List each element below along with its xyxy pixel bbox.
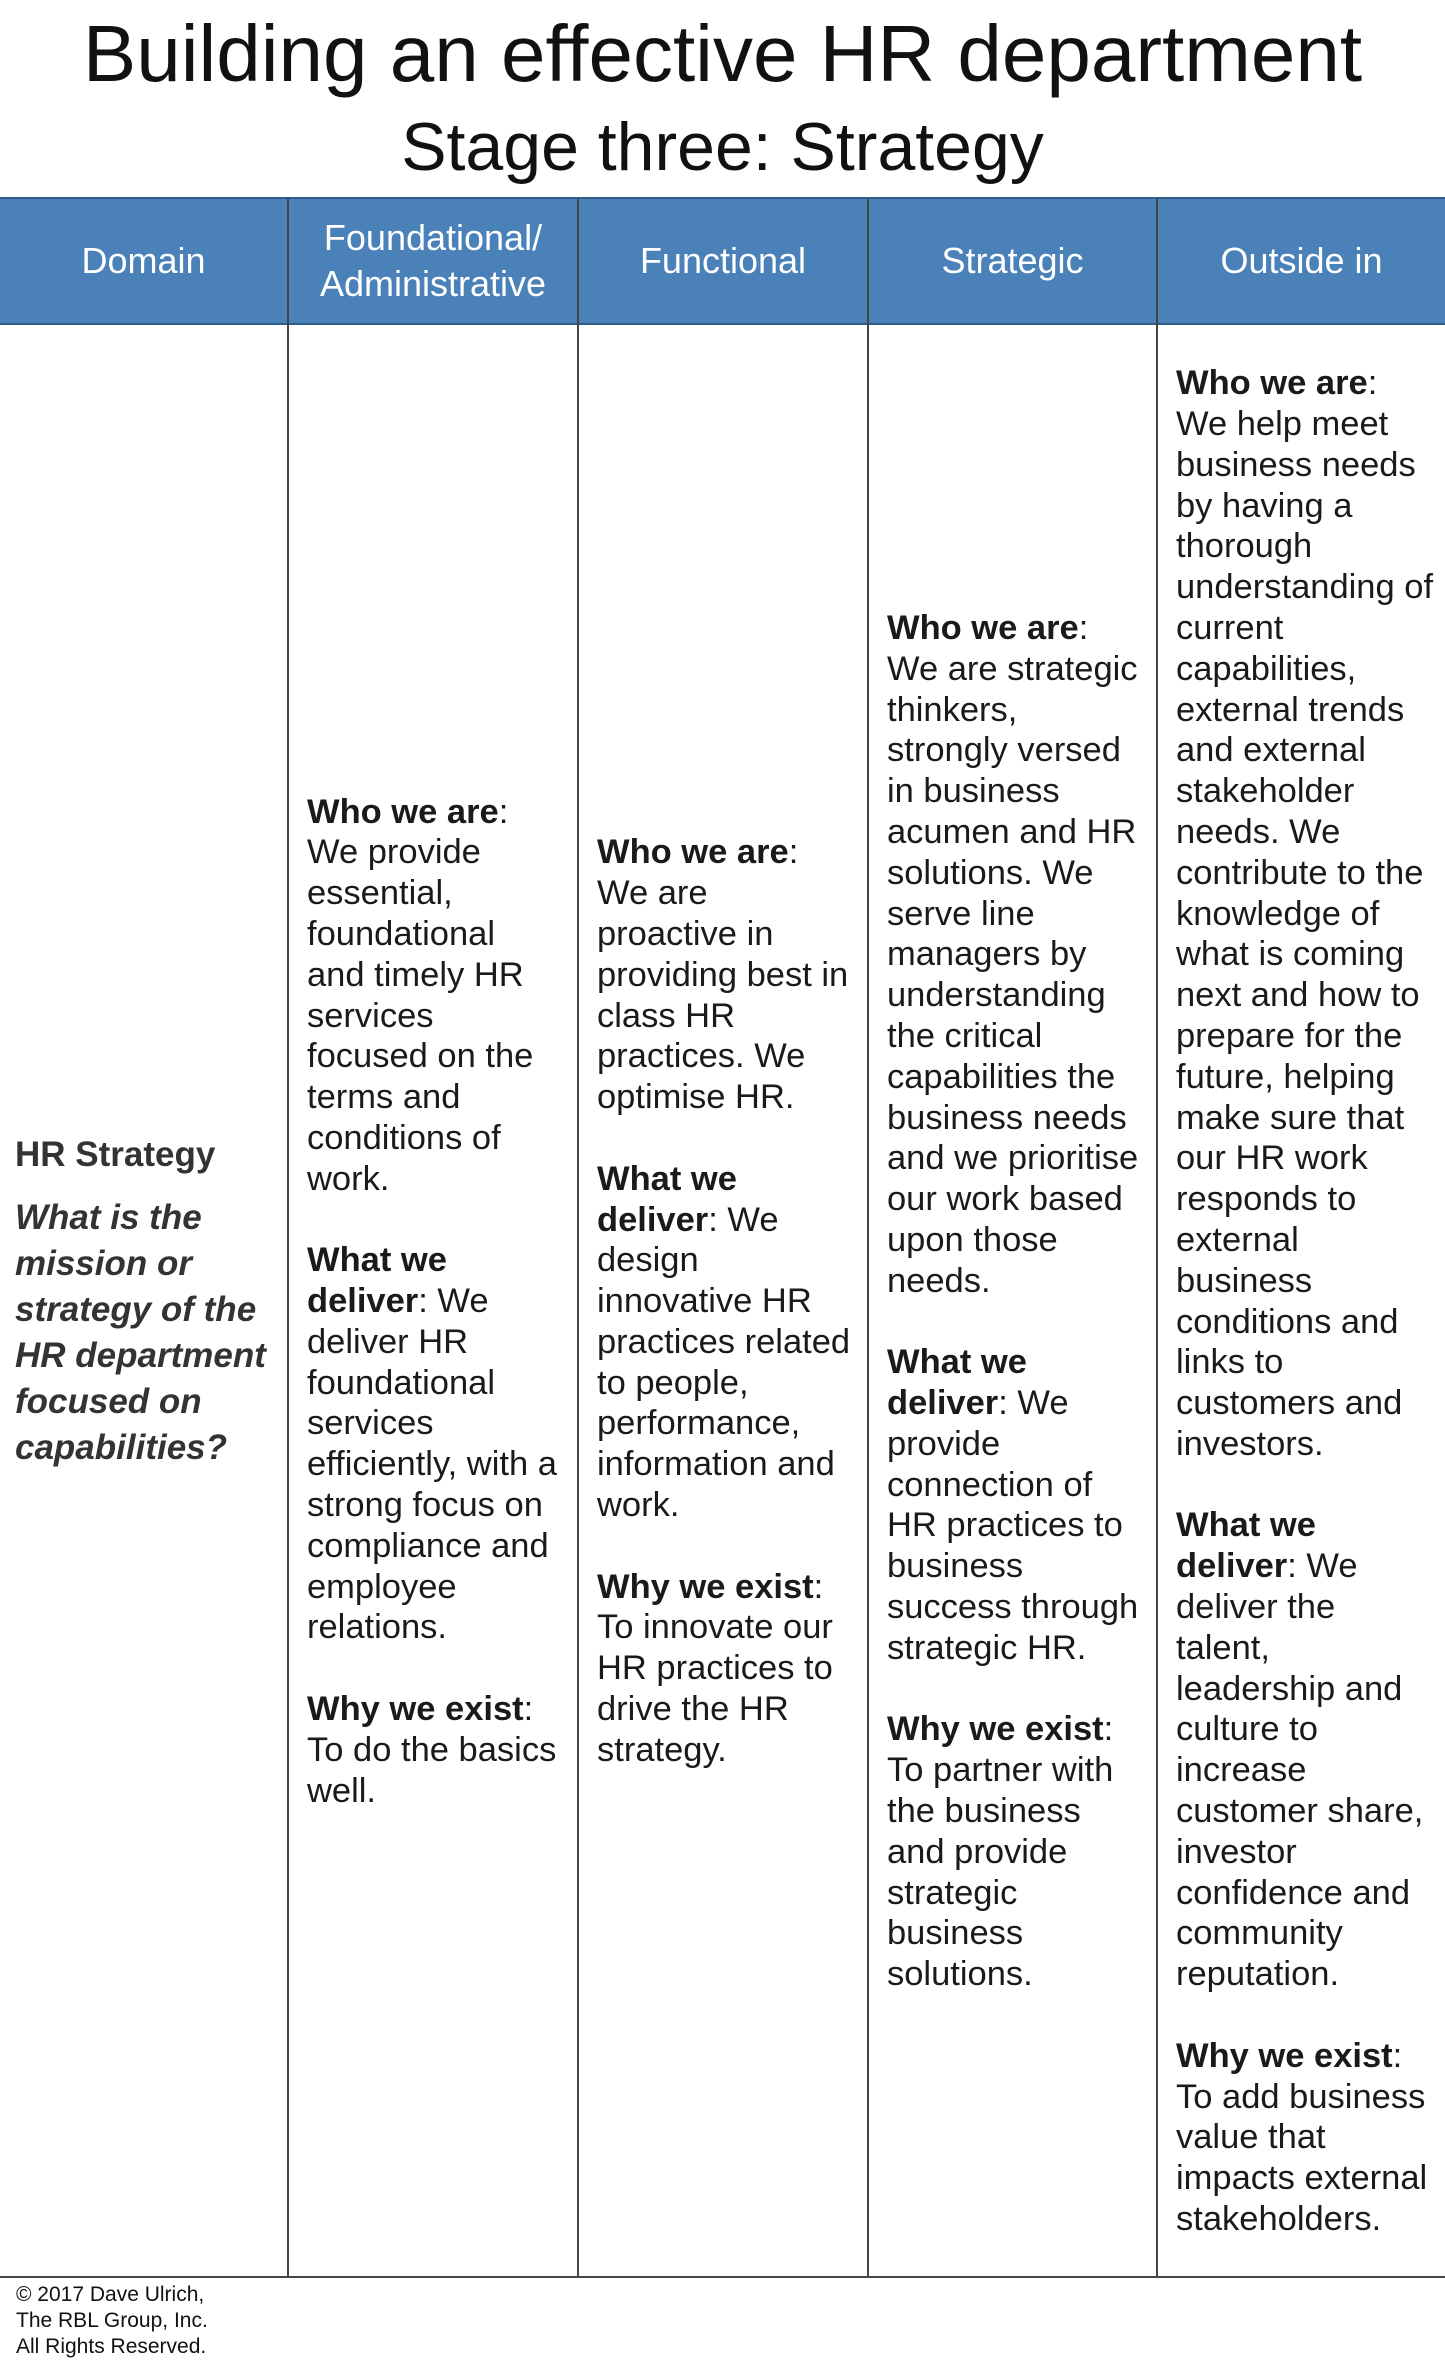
header-domain-label: Domain (81, 240, 206, 281)
what-we-deliver-paragraph (597, 1159, 851, 1526)
header-outside-in-label: Outside in (1220, 240, 1383, 281)
what-we-deliver-paragraph (887, 1342, 1140, 1668)
table-header-row (0, 199, 1445, 325)
what-we-deliver-label: What we deliver (887, 1343, 1027, 1423)
why-we-exist-label: Why we exist (1176, 2036, 1393, 2075)
rights-line: All Rights Reserved. (16, 2335, 207, 2358)
what-we-deliver-label: What we deliver (597, 1159, 737, 1239)
strategic-cell (869, 325, 1156, 2278)
why-we-exist-text: : To innovate our HR practices to drive the HR strategy. (597, 1567, 833, 1769)
hr-strategy-table (0, 197, 1445, 2278)
who-we-are-label: Who we are (597, 833, 789, 872)
why-we-exist-paragraph (1176, 2036, 1435, 2240)
company-line: The RBL Group, Inc. (16, 2309, 208, 2332)
foundational-cell (289, 325, 577, 2278)
why-we-exist-text: : To add business value that impacts external stakeholders. (1176, 2036, 1428, 2239)
what-we-deliver-text: : We deliver HR foundational services efficiently, with a strong focus on compliance and employee relations. (307, 1282, 557, 1647)
table-body-row (0, 325, 1445, 2278)
header-functional (579, 199, 867, 323)
what-we-deliver-paragraph (307, 1240, 561, 1648)
header-domain (0, 199, 287, 323)
what-we-deliver-label: What we deliver (1176, 1506, 1316, 1586)
why-we-exist-label: Why we exist (597, 1567, 814, 1606)
domain-question: What is the mission or strategy of the HR department focused on capabilities? (15, 1197, 266, 1467)
who-we-are-paragraph (887, 608, 1140, 1302)
what-we-deliver-label: What we deliver (307, 1241, 447, 1321)
why-we-exist-paragraph (597, 1567, 851, 1771)
domain-name: HR Strategy (15, 1134, 216, 1174)
page-subtitle: Stage three: Strategy (401, 109, 1044, 185)
what-we-deliver-text: : We deliver the talent, leadership and culture to increase customer share, investor confidence and community reputation. (1176, 1547, 1424, 1994)
header-foundational-line1: Foundational/ (323, 217, 543, 258)
why-we-exist-paragraph (887, 1709, 1140, 1995)
header-functional-label: Functional (639, 240, 807, 281)
copyright-footer (16, 2282, 208, 2360)
what-we-deliver-paragraph (1176, 1505, 1435, 1995)
header-foundational-line2: Administrative (319, 263, 547, 304)
domain-cell (0, 325, 287, 2278)
what-we-deliver-text: : We provide connection of HR practices to business success through strategic HR. (887, 1384, 1139, 1667)
who-we-are-paragraph (1176, 363, 1435, 1465)
header-strategic-label: Strategic (941, 240, 1084, 281)
header-strategic (869, 199, 1156, 323)
copyright-line: © 2017 Dave Ulrich, (16, 2283, 205, 2306)
why-we-exist-text: : To do the basics well. (307, 1690, 557, 1810)
who-we-are-label: Who we are (307, 792, 499, 831)
who-we-are-paragraph (307, 792, 561, 1200)
who-we-are-text: : We are strategic thinkers, strongly versed in business acumen and HR solutions. We serve line managers by understanding the critical capabilities the business needs and we prioritise our work based upon those needs. (887, 608, 1139, 1300)
who-we-are-text: : We help meet business needs by having a thorough understanding of current capabilities, external trends and external stakeholder needs. We contribute to the knowledge of what is coming next and how to prepare for the future, helping make sure that our HR work responds to external business conditions and links to customers and investors. (1176, 364, 1434, 1463)
page-title: Building an effective HR department (82, 9, 1363, 98)
who-we-are-label: Who we are (1176, 364, 1368, 403)
who-we-are-text: : We are proactive in providing best in class HR practices. We optimise HR. (597, 833, 849, 1117)
header-foundational (289, 199, 577, 323)
header-outside-in (1158, 199, 1445, 323)
outside-in-cell (1158, 325, 1445, 2278)
who-we-are-text: : We provide essential, foundational and timely HR services focused on the terms and conditions of work. (307, 792, 534, 1198)
functional-cell (579, 325, 867, 2278)
why-we-exist-label: Why we exist (307, 1690, 524, 1729)
why-we-exist-paragraph (307, 1689, 561, 1811)
why-we-exist-text: : To partner with the business and provide strategic business solutions. (887, 1710, 1114, 1994)
who-we-are-label: Who we are (887, 608, 1079, 647)
why-we-exist-label: Why we exist (887, 1710, 1104, 1749)
header-foundational-label (320, 215, 546, 307)
who-we-are-paragraph (597, 832, 851, 1118)
what-we-deliver-text: : We design innovative HR practices related to people, performance, information and work. (597, 1200, 851, 1525)
